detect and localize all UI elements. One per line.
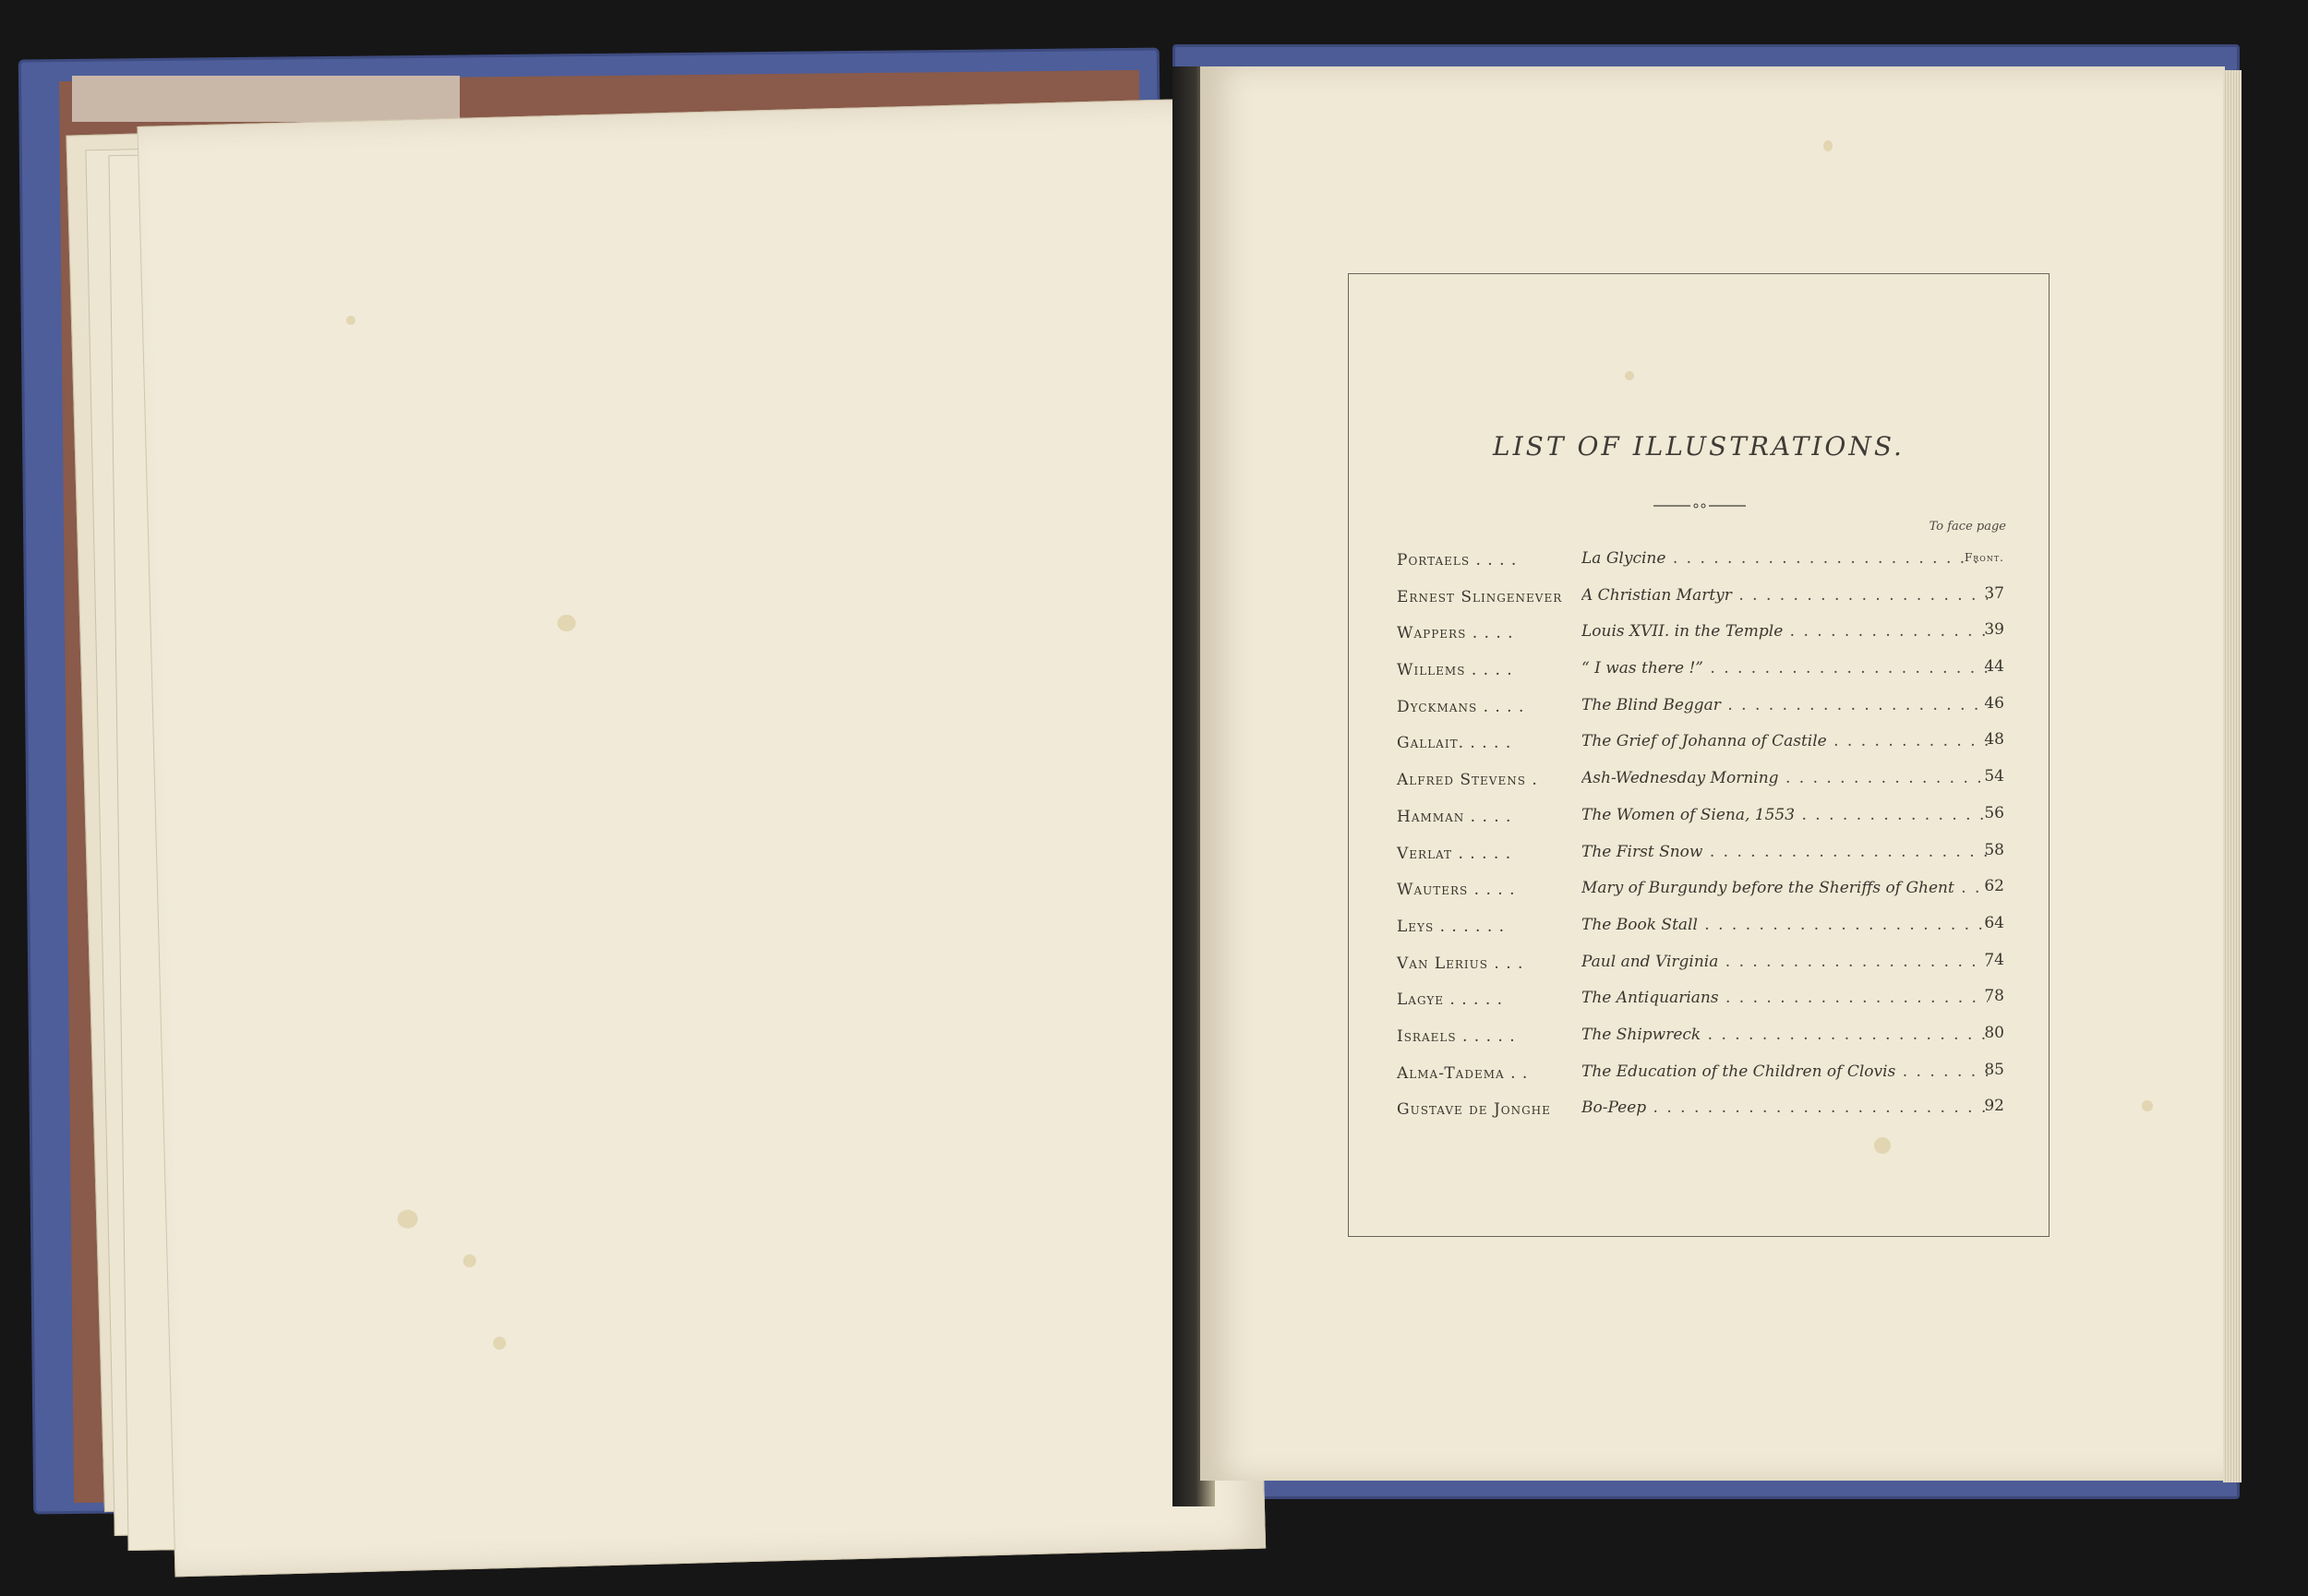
list-item	[1397, 1055, 2008, 1092]
list-item	[1397, 945, 2008, 982]
page-number: 58	[1984, 840, 2004, 859]
artist-name: Alfred Stevens .	[1397, 771, 1538, 790]
list-item	[1397, 981, 2008, 1018]
foxing-spot	[463, 1254, 476, 1267]
artist-name: Ernest Slingenever	[1397, 587, 1563, 606]
artist-name: Israels . . . . .	[1397, 1026, 1516, 1046]
page-number: Front.	[1964, 551, 2004, 564]
list-item	[1397, 615, 2008, 652]
illustration-title: A Christian Martyr . . .	[1581, 586, 1988, 605]
foxing-spot	[493, 1337, 506, 1350]
page-number: 74	[1984, 950, 2004, 969]
page-number: 78	[1984, 987, 2004, 1006]
artist-name: Verlat . . . . .	[1397, 844, 1512, 863]
page-block-edge	[2223, 70, 2242, 1482]
illustration-title: Ash-Wednesday Morning . . .	[1581, 769, 1988, 787]
list-item	[1397, 798, 2008, 835]
illustration-title: Bo-Peep . . .	[1581, 1098, 1988, 1117]
artist-name: Dyckmans . . . .	[1397, 697, 1525, 716]
artist-name: Hamman . . . .	[1397, 807, 1512, 826]
artist-name: Gallait. . . . .	[1397, 734, 1512, 753]
illustration-title: The Blind Beggar . . .	[1581, 696, 1988, 714]
foxing-spot	[346, 316, 355, 325]
foxing-spot	[1823, 140, 1833, 151]
illustration-title: Paul and Virginia . . .	[1581, 953, 1988, 971]
list-item	[1397, 652, 2008, 689]
page-number: 54	[1984, 767, 2004, 786]
illustration-title: La Glycine . . .	[1581, 549, 1988, 568]
illustration-title: Mary of Burgundy before the Sheriffs of Ghent . . .	[1581, 879, 1988, 897]
list-item	[1397, 762, 2008, 798]
illustration-title: The Book Stall . . .	[1581, 916, 1988, 934]
illustration-title: The Women of Siena, 1553 . . .	[1581, 806, 1988, 824]
page-number: 37	[1984, 583, 2004, 603]
illustration-title: The Grief of Johanna of Castile . . .	[1581, 732, 1988, 750]
page-number: 56	[1984, 803, 2004, 822]
page-number: 39	[1984, 620, 2004, 640]
page-number: 80	[1984, 1023, 2004, 1042]
ornament-rule-icon	[1653, 501, 1746, 510]
foxing-spot	[2142, 1100, 2153, 1111]
list-item	[1397, 1091, 2008, 1128]
left-blank-page	[137, 98, 1266, 1577]
artist-name: Van Lerius . . .	[1397, 954, 1524, 973]
page-number: 92	[1984, 1097, 2004, 1116]
list-item	[1397, 689, 2008, 726]
illustration-title: The Shipwreck . . .	[1581, 1026, 1988, 1044]
page-number: 85	[1984, 1060, 2004, 1079]
artist-name: Lagye . . . . .	[1397, 990, 1504, 1010]
illustration-title: The Education of the Children of Clovis . . .	[1581, 1062, 1988, 1081]
artist-name: Willems . . . .	[1397, 661, 1513, 680]
illustration-title: Louis XVII. in the Temple . . .	[1581, 622, 1988, 641]
column-header: To face page	[1929, 520, 2006, 534]
foxing-spot	[397, 1209, 418, 1229]
list-item	[1397, 835, 2008, 872]
artist-name: Gustave de Jonghe	[1397, 1100, 1551, 1120]
page-number: 62	[1984, 877, 2004, 896]
page-number: 64	[1984, 913, 2004, 932]
artist-name: Leys . . . . . .	[1397, 917, 1506, 936]
page-number: 48	[1984, 730, 2004, 750]
artist-name: Portaels . . . .	[1397, 551, 1518, 570]
illustration-title: The First Snow . . .	[1581, 843, 1988, 861]
list-item	[1397, 871, 2008, 908]
page-number: 46	[1984, 693, 2004, 713]
artist-name: Wauters . . . .	[1397, 881, 1516, 900]
artist-name: Wappers . . . .	[1397, 624, 1514, 643]
list-item	[1397, 908, 2008, 945]
foxing-spot	[557, 615, 575, 632]
illustration-title: “ I was there !” . . .	[1581, 659, 1988, 678]
page-title: LIST OF ILLUSTRATIONS.	[1493, 431, 1905, 462]
bookplate-strip	[72, 76, 460, 122]
artist-name: Alma-Tadema . .	[1397, 1063, 1529, 1083]
illustrations-list	[1397, 542, 2008, 1128]
list-item	[1397, 542, 2008, 579]
list-item	[1397, 725, 2008, 762]
page-number: 44	[1984, 657, 2004, 677]
list-item	[1397, 579, 2008, 616]
list-item	[1397, 1018, 2008, 1055]
plate-frame	[1348, 273, 2050, 1237]
illustration-title: The Antiquarians . . .	[1581, 989, 1988, 1007]
